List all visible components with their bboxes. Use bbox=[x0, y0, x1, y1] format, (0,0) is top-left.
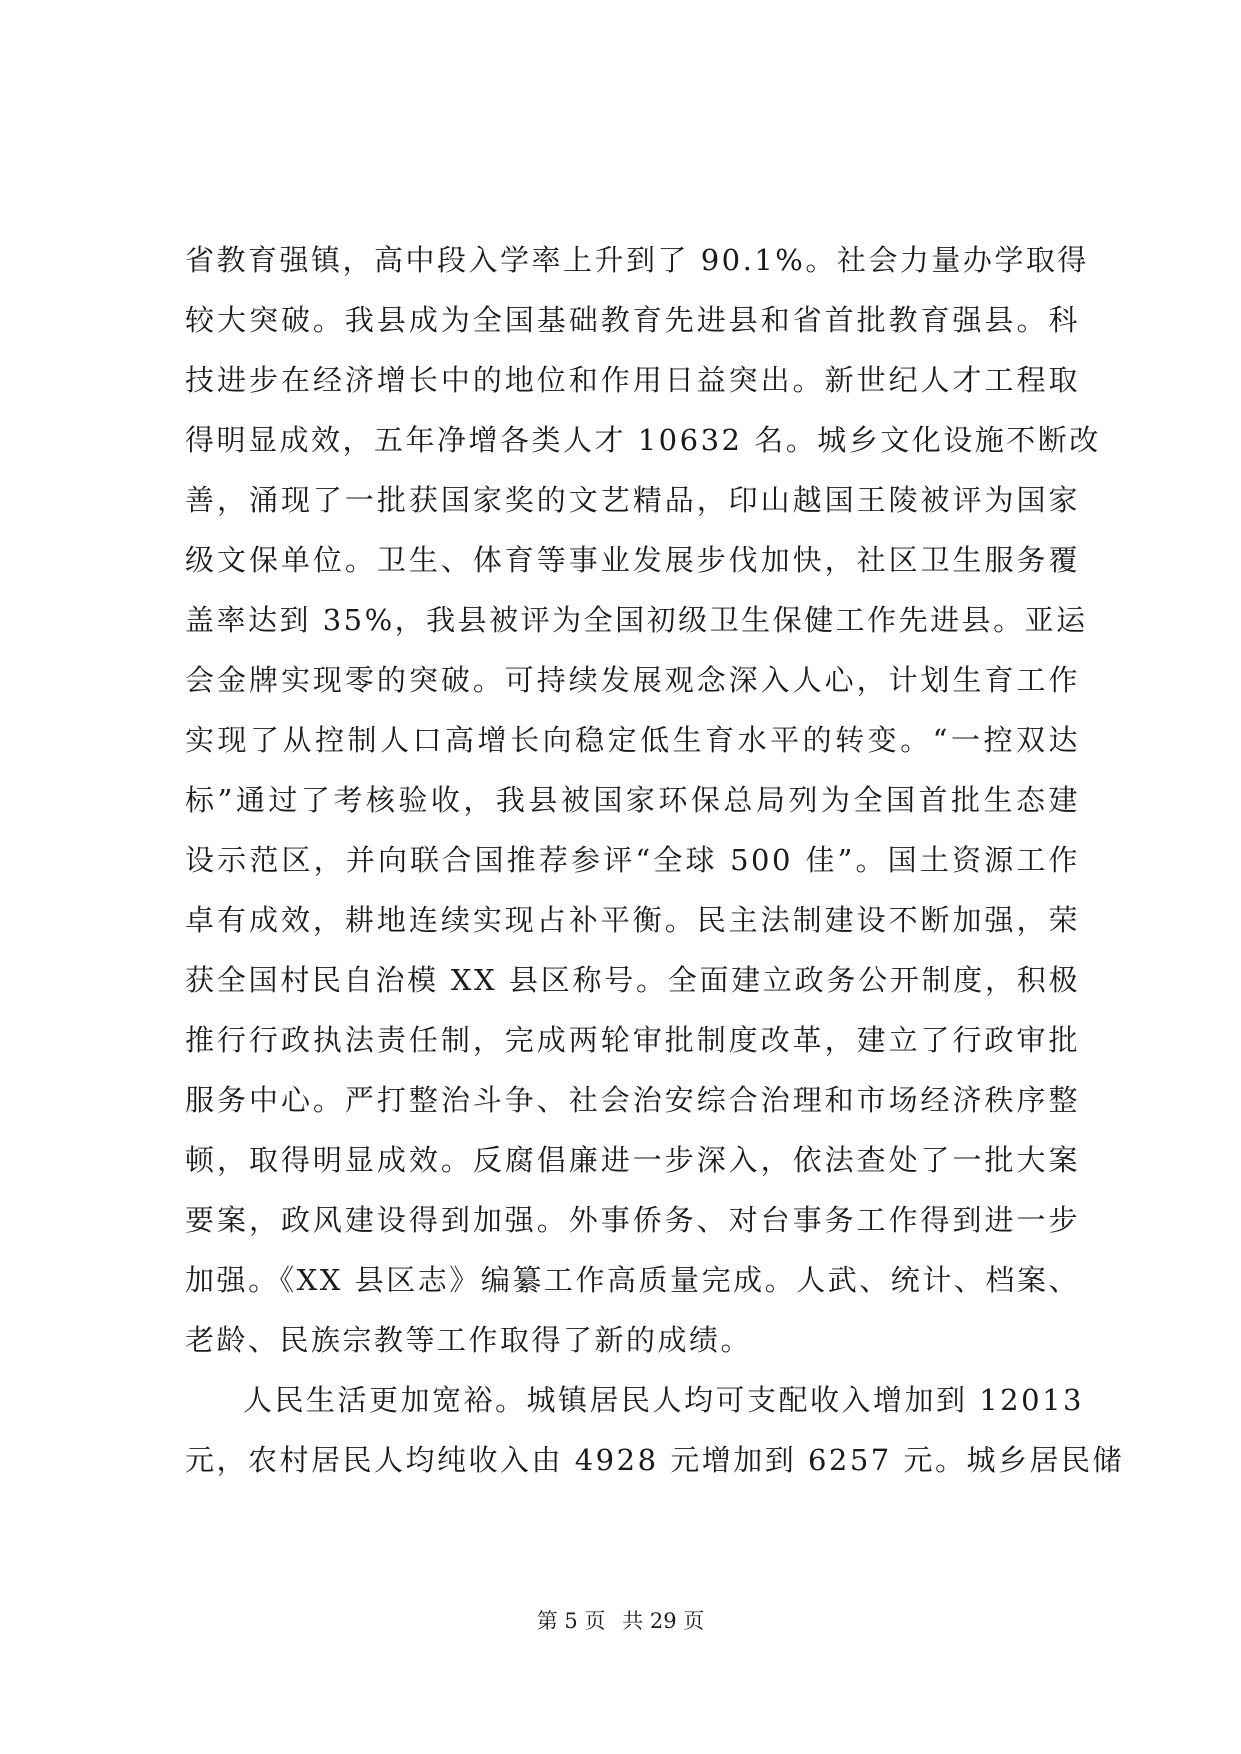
body-text bbox=[185, 230, 1124, 1490]
text-line: 实现了从控制人口高增长向稳定低生育水平的转变。“一控双达 bbox=[185, 723, 1080, 757]
text-line: 服务中心。严打整治斗争、社会治安综合治理和市场经济秩序整 bbox=[185, 1083, 1080, 1117]
text-line: 较大突破。我县成为全国基础教育先进县和省首批教育强县。科 bbox=[185, 303, 1080, 337]
text-line: 加强。《XX 县区志》编纂工作高质量完成。人武、统计、档案、 bbox=[185, 1263, 1080, 1297]
text-line: 元，农村居民人均纯收入由 4928 元增加到 6257 元。城乡居民储 bbox=[185, 1443, 1124, 1477]
page-total: 共 29 页 bbox=[622, 1609, 705, 1633]
text-line: 得明显成效，五年净增各类人才 10632 名。城乡文化设施不断改 bbox=[185, 423, 1101, 457]
text-line: 善，涌现了一批获国家奖的文艺精品，印山越国王陵被评为国家 bbox=[185, 483, 1080, 517]
text-line: 设示范区，并向联合国推荐参评“全球 500 佳”。国土资源工作 bbox=[185, 843, 1080, 877]
text-line: 盖率达到 35%，我县被评为全国初级卫生保健工作先进县。亚运 bbox=[185, 603, 1088, 637]
text-line: 级文保单位。卫生、体育等事业发展步伐加快，社区卫生服务覆 bbox=[185, 543, 1080, 577]
text-line: 标”通过了考核验收，我县被国家环保总局列为全国首批生态建 bbox=[185, 783, 1080, 817]
text-line: 顿，取得明显成效。反腐倡廉进一步深入，依法查处了一批大案 bbox=[185, 1143, 1080, 1177]
text-line: 老龄、民族宗教等工作取得了新的成绩。 bbox=[185, 1323, 753, 1357]
text-line: 卓有成效，耕地连续实现占补平衡。民主法制建设不断加强，荣 bbox=[185, 903, 1080, 937]
text-line: 获全国村民自治模 XX 县区称号。全面建立政务公开制度，积极 bbox=[185, 963, 1080, 997]
text-line: 技进步在经济增长中的地位和作用日益突出。新世纪人才工程取 bbox=[185, 363, 1080, 397]
text-line: 推行行政执法责任制，完成两轮审批制度改革，建立了行政审批 bbox=[185, 1023, 1080, 1057]
page-number: 第 5 页 bbox=[536, 1609, 606, 1633]
text-line: 会金牌实现零的突破。可持续发展观念深入人心，计划生育工作 bbox=[185, 663, 1080, 697]
text-line: 省教育强镇，高中段入学率上升到了 90.1%。社会力量办学取得 bbox=[185, 243, 1089, 277]
page-footer bbox=[0, 1606, 1241, 1636]
text-line: 人民生活更加宽裕。城镇居民人均可支配收入增加到 12013 bbox=[243, 1383, 1084, 1417]
text-line: 要案，政风建设得到加强。外事侨务、对台事务工作得到进一步 bbox=[185, 1203, 1080, 1237]
